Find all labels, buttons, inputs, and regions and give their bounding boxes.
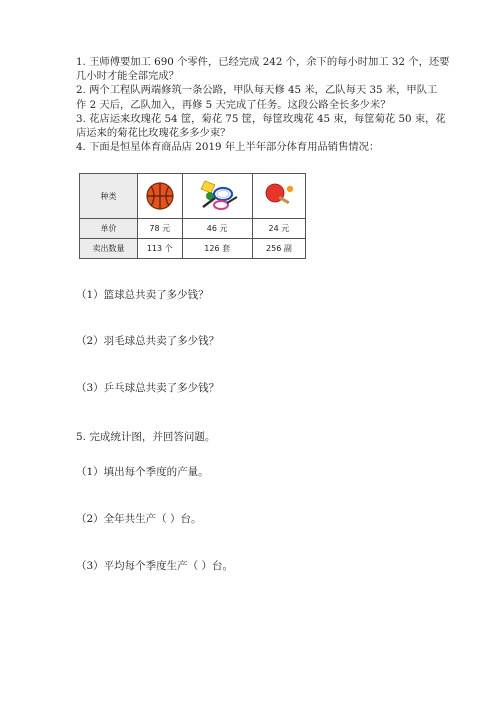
basketball-icon [145,181,175,211]
q5-sub2: （2）全年共生产（ ）台。 [76,513,202,525]
basketball-price: 78 元 [138,219,183,239]
ping-pong-price: 24 元 [252,219,305,239]
q4-sub1: （1）篮球总共卖了多少钱？ [76,289,209,301]
problem-1-line-2: 几小时才能全部完成？ [76,70,179,83]
problem-4-line-1: 4. 下面是恒星体育商品店 2019 年上半年部分体育用品销售情况： [76,141,380,154]
ping-pong-cell [252,174,305,219]
header-label: 种类 [80,174,138,219]
badminton-icon [193,179,241,213]
ping-pong-sold: 256 副 [252,239,305,259]
problem-3-line-1: 3. 花店运来玫瑰花 54 筐，菊花 75 筐，每筐玫瑰花 45 束，每筐菊花 50 束，花 [76,112,446,125]
q5-title: 5. 完成统计图，并回答问题。 [76,431,216,443]
problem-2-line-1: 2. 两个工程队两端修筑一条公路，甲队每天修 45 米，乙队每天 35 米，甲队工 [76,84,438,97]
q4-sub2: （2）羽毛球总共卖了多少钱？ [76,335,220,347]
q4-sub3: （3）乒乓球总共卖了多少钱？ [76,382,220,394]
basketball-sold: 113 个 [138,239,183,259]
problem-3-line-2: 店运来的菊花比玫瑰花多多少束？ [76,127,231,140]
table-row [80,219,306,239]
q5-sub1: （1）填出每个季度的产量。 [76,466,209,478]
basketball-cell [138,174,183,219]
table-row [80,239,306,259]
problem-1-line-1: 1. 王师傅要加工 690 个零件，已经完成 242 个，余下的每小时加工 32 个，还要 [76,56,450,68]
badminton-sold: 126 套 [182,239,252,259]
badminton-price: 46 元 [182,219,252,239]
table-row [80,174,306,219]
q5-sub3: （3）平均每个季度生产（ ）台。 [76,560,234,572]
badminton-cell [182,174,252,219]
sales-table [79,173,306,259]
problem-list [76,55,450,154]
problem-2-line-2: 作 2 天后，乙队加入，再修 5 天完成了任务。这段公路全长多少米？ [76,98,391,111]
sold-label: 卖出数量 [80,239,138,259]
ping-pong-icon [261,181,297,211]
price-label: 单价 [80,219,138,239]
